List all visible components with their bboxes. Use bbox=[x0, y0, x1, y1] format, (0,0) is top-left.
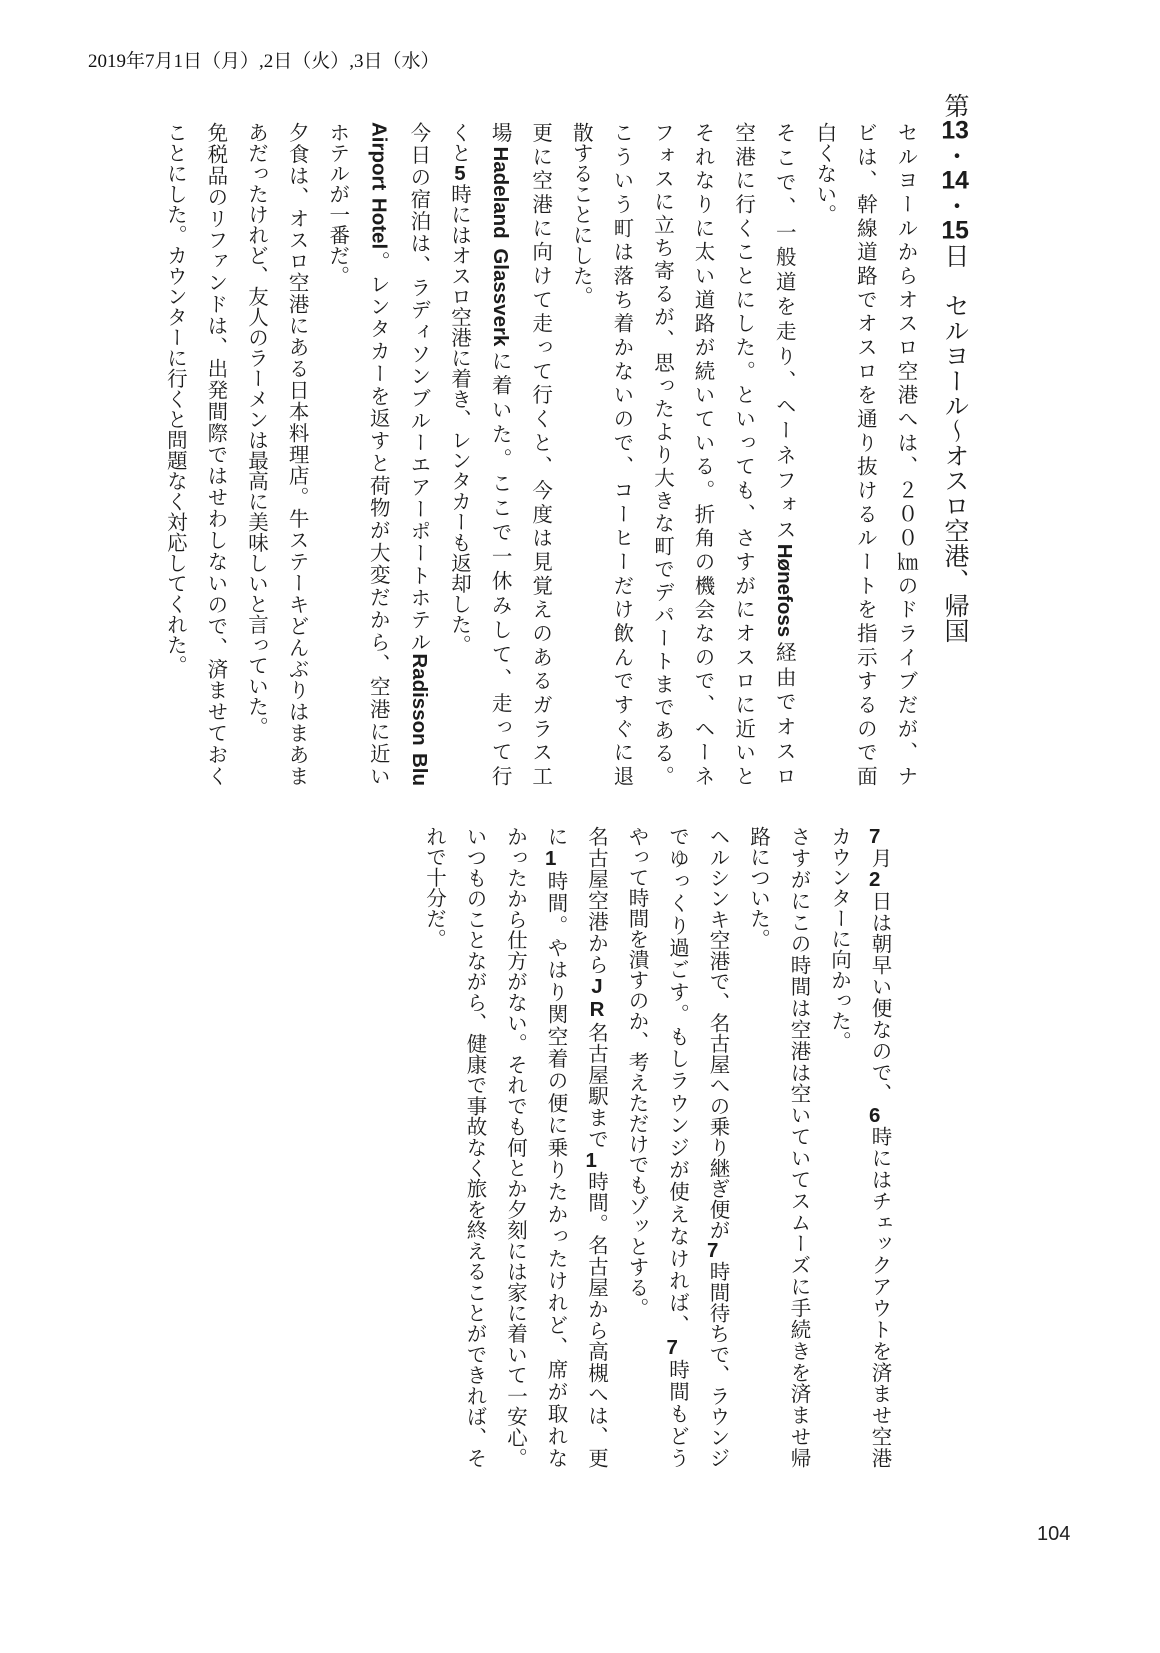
text-line: 7月2日は朝早い便なので、6時にはチェックアウトを済ませ空港 bbox=[868, 826, 892, 1468]
text-line: れで十分だ。 bbox=[422, 826, 447, 949]
text-line: 場Hadeland Glassverkに着いた。ここで一休みして、走って行 bbox=[488, 122, 513, 787]
text-line: 路についた。 bbox=[746, 826, 771, 949]
upright-number: 13 bbox=[941, 118, 969, 143]
text-line: Airport Hotel。レンタカーを返すと荷物が大変だから、空港に近い bbox=[366, 122, 391, 787]
text-line: かったから仕方がない。それでも何とか夕刻には家に着いて一安心。 bbox=[503, 826, 528, 1469]
latin-name: Hadeland Glassverk bbox=[489, 146, 513, 347]
upright-number: 15 bbox=[941, 218, 969, 243]
text-line: 夕食は、オスロ空港にある日本料理店。牛ステーキどんぶりはまあま bbox=[285, 122, 310, 786]
paragraph bbox=[317, 122, 439, 786]
latin-name: Radisson Blu bbox=[407, 653, 431, 787]
text-line: さすがにこの時間は空港は空いていてスムーズに手続きを済ませ帰 bbox=[787, 826, 811, 1468]
paragraph bbox=[819, 826, 900, 1468]
latin-name: Airport Hotel bbox=[367, 122, 391, 250]
upright-abbreviation: JR bbox=[585, 975, 609, 1021]
upright-number: 1 bbox=[545, 848, 557, 869]
text-line: ことにした。カウンターに行くと問題なく対応してくれた。 bbox=[163, 122, 188, 676]
text-line: フォスに立ち寄るが、思ったより大きな町でデパートまである。 bbox=[650, 122, 675, 786]
upright-number: 7 bbox=[666, 1336, 678, 1358]
text-line: 今日の宿泊は、ラディソンブルーエアーポートホテルRadisson Blu bbox=[406, 122, 431, 787]
text-line: セルヨールからオスロ空港へは、２００㎞のドライブだが、ナ bbox=[894, 122, 918, 786]
text-line: に1時間。やはり関空着の便に乗りたかったけれど、席が取れな bbox=[544, 826, 568, 1468]
paragraph bbox=[738, 826, 819, 1468]
text-line: それなりに太い道路が続いている。折角の機会なので、ヘーネ bbox=[691, 122, 716, 786]
text-line: 更に空港に向けて走って行くと、今度は見覚えのあるガラス工 bbox=[528, 122, 553, 786]
upright-number: 6 bbox=[869, 1104, 881, 1126]
lower-text-block bbox=[414, 826, 900, 1468]
text-line: 名古屋空港からJR名古屋駅まで1時間。名古屋から高槻へは、更 bbox=[584, 826, 609, 1468]
paragraph bbox=[617, 826, 739, 1468]
text-line: 空港に行くことにした。といっても、さすがにオスロに近いと bbox=[731, 122, 756, 786]
paragraph bbox=[414, 826, 495, 1468]
text-line: ビは、幹線道路でオスロを通り抜けるルートを指示するので面 bbox=[853, 122, 878, 786]
latin-name: Hønefoss bbox=[773, 543, 797, 638]
upright-number: 7 bbox=[869, 826, 881, 847]
paragraph bbox=[236, 122, 317, 786]
text-line: あだったけれど、友人のラーメンは最高に美味しいと言っていた。 bbox=[244, 122, 269, 737]
upright-number: 2 bbox=[869, 868, 881, 890]
text-line: でゆっくり過ごす。もしラウンジが使えなければ、7時間もどう bbox=[665, 826, 690, 1469]
text-line: くと5時にはオスロ空港に着き、レンタカーも返却した。 bbox=[447, 122, 472, 655]
chapter-title: 第13・14・15日 セルヨール～オスロ空港、帰国 bbox=[941, 93, 970, 643]
text-line: いつものことながら、健康で事故なく旅を終えることができれば、そ bbox=[463, 826, 487, 1469]
date-header: 2019年7月1日（月）,2日（火）,3日（水） bbox=[88, 51, 440, 72]
upright-number: 5 bbox=[454, 163, 466, 184]
upper-text-block bbox=[154, 122, 926, 786]
text-line: カウンターに向かった。 bbox=[827, 826, 852, 1052]
text-line: こういう町は落ち着かないので、コーヒーだけ飲んですぐに退 bbox=[609, 122, 634, 786]
paragraph bbox=[561, 122, 805, 786]
text-line: そこで、一般道を走り、ヘーネフォスHønefoss経由でオスロ bbox=[772, 122, 797, 787]
paragraph bbox=[155, 122, 236, 786]
upright-number: 14 bbox=[941, 168, 969, 193]
upright-number: 7 bbox=[707, 1240, 719, 1261]
page-number: 104 bbox=[1037, 1523, 1071, 1545]
text-line: ヘルシンキ空港で、名古屋への乗り継ぎ便が7時間待ちで、ラウンジ bbox=[706, 826, 730, 1468]
text-line: 散することにした。 bbox=[569, 122, 594, 307]
paragraph bbox=[439, 122, 561, 786]
paragraph bbox=[804, 122, 926, 786]
text-line: 免税品のリファンドは、出発間際ではせわしないので、済ませておく bbox=[203, 122, 228, 786]
text-line: 白くない。 bbox=[812, 122, 837, 225]
paragraph bbox=[495, 826, 617, 1468]
upright-number: 1 bbox=[585, 1149, 597, 1170]
text-line: やって時間を潰すのか、考えただけでもゾッとする。 bbox=[625, 826, 649, 1318]
text-line: ホテルが一番だ。 bbox=[325, 122, 350, 286]
